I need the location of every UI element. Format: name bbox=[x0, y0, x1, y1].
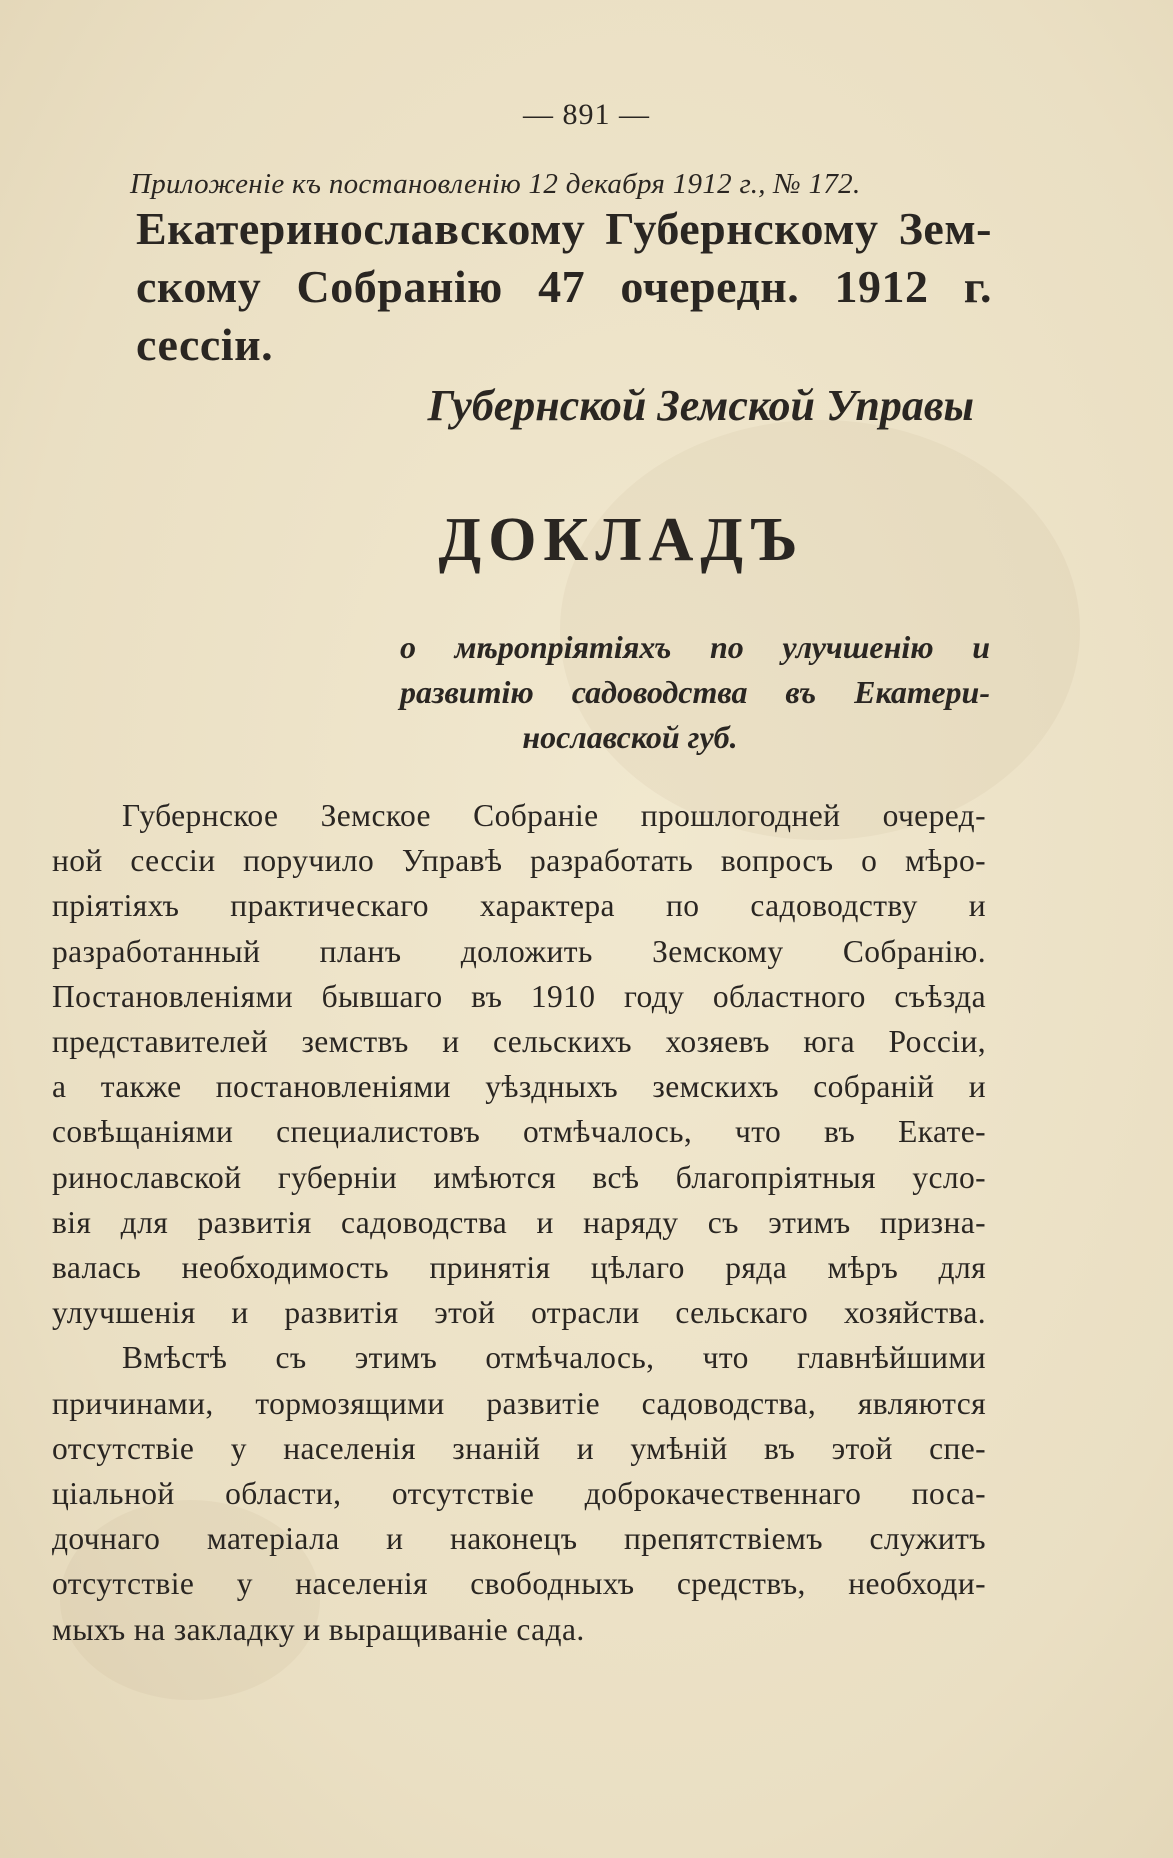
text-line: валась необходимость принятія цѣлаго ряда мѣръ для bbox=[52, 1250, 986, 1286]
addressee-heading bbox=[136, 200, 992, 374]
report-subject bbox=[400, 625, 990, 760]
text-line: Губернское Земское Собраніе прошлогодней очеред- bbox=[122, 798, 986, 833]
council-name: Губернской Земской Управы bbox=[427, 381, 974, 430]
text-line: причинами, тормозящими развитіе садоводства, являются bbox=[52, 1385, 986, 1421]
text-line: разработанный планъ доложить Земскому Собранію. bbox=[52, 933, 986, 969]
subject-line: нославской губ. bbox=[522, 719, 738, 755]
appendix-note: Приложеніе къ постановленію 12 декабря 1912 г., № 172. bbox=[130, 168, 861, 200]
text-line: ціальной области, отсутствіе доброкачественнаго поса- bbox=[52, 1476, 986, 1512]
text-line: вія для развитія садоводства и наряду съ этимъ призна- bbox=[52, 1204, 986, 1240]
page-number: — 891 — bbox=[523, 98, 650, 131]
text-line: мыхъ на закладку и выращиваніе сада. bbox=[52, 1611, 585, 1647]
text-line: ной сессіи поручило Управѣ разработать вопросъ о мѣро- bbox=[52, 843, 986, 879]
text-line: пріятіяхъ практическаго характера по садоводству и bbox=[52, 888, 986, 924]
text-line: Постановленіями бывшаго въ 1910 году областного съѣзда bbox=[52, 978, 986, 1014]
text-line: а также постановленіями уѣздныхъ земскихъ собраній и bbox=[52, 1069, 986, 1105]
text-line: ринославской губерніи имѣются всѣ благопріятныя усло- bbox=[52, 1159, 986, 1195]
subject-line: развитію садоводства въ Екатери- bbox=[400, 674, 990, 710]
addressee-line: скому Собранію 47 очередн. 1912 г. сессіи. bbox=[136, 261, 992, 370]
text-line: отсутствіе у населенія знаній и умѣній въ этой спе- bbox=[52, 1430, 986, 1466]
addressee-line: Екатеринославскому Губернскому Зем- bbox=[136, 203, 992, 254]
body-text bbox=[52, 793, 986, 1652]
text-line: улучшенія и развитія этой отрасли сельскаго хозяйства. bbox=[52, 1295, 986, 1331]
subject-line: о мѣропріятіяхъ по улучшенію и bbox=[400, 629, 990, 665]
text-line: Вмѣстѣ съ этимъ отмѣчалось, что главнѣйшими bbox=[122, 1340, 986, 1376]
report-title: ДОКЛАДЪ bbox=[438, 506, 805, 574]
text-line: совѣщаніями специалистовъ отмѣчалось, что въ Екате- bbox=[52, 1114, 986, 1150]
text-line: отсутствіе у населенія свободныхъ средствъ, необходи- bbox=[52, 1566, 986, 1602]
text-line: представителей земствъ и сельскихъ хозяевъ юга Россіи, bbox=[52, 1024, 986, 1060]
text-line: дочнаго матеріала и наконецъ препятствіемъ служитъ bbox=[52, 1521, 986, 1557]
